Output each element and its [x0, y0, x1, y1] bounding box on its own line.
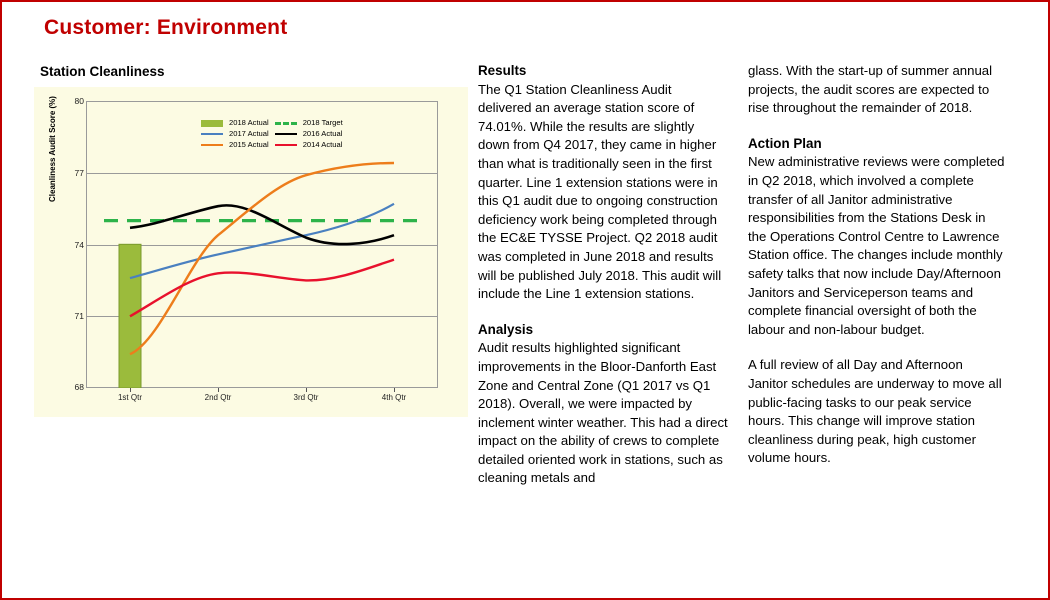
legend-label-2017-actual: 2017 Actual [229, 129, 269, 138]
action-plan-body: New administrative reviews were completed in Q2 2018, which involved a complete transfer of all Janitor administrative responsibilities from the Stations Desk in the Operations Control Centre to Lawrence Station office. The changes include monthly safety talks that now include Day/Afternoon Janitors and Serviceperson teams and complete financial oversight of both the labour and non-labour budget. [748, 154, 1005, 337]
line-2015-actual [130, 163, 394, 354]
legend-label-2015-actual: 2015 Actual [229, 140, 269, 149]
analysis-body: Audit results highlighted significant improvements in the Bloor-Danforth East Zone and Central Zone (Q1 2017 vs Q1 2018). Overall, we were impacted by inclement winter weather. This had a direct impact on the ability of crews to complete detailed oriented work in stations, such as cleaning metals and [478, 340, 728, 486]
legend-label-2014-actual: 2014 Actual [302, 140, 343, 149]
action-plan-heading: Action Plan [748, 135, 822, 151]
legend-swatch-2016-actual [272, 128, 300, 139]
x-tickmark [130, 388, 131, 392]
analysis-body-continued: glass. With the start-up of summer annual projects, the audit scores are expected to rise throughout the remainder of 2018. [748, 63, 993, 116]
legend-swatch-2014-actual [272, 139, 300, 150]
legend-swatch-2018-actual [198, 117, 226, 128]
text-column-right [748, 62, 1006, 468]
line-2016-actual [130, 205, 394, 244]
legend-swatch-2017-actual [198, 128, 226, 139]
text-column-left [478, 62, 728, 488]
results-body: The Q1 Station Cleanliness Audit delivered an average station score of 74.01%. While the results are slightly down from Q4 2017, they came in higher than what is traditionally seen in the first quarter. Line 1 extension stations were in this Q1 audit due to ongoing construction deficiency work being completed through the EC&E TYSSE Project. Q2 2018 audit was completed in June 2018 and results will be published July 2018. This audit will include the Line 1 extension stations. [478, 81, 722, 302]
page-title: Customer: Environment [44, 16, 288, 39]
y-tick-label: 74 [74, 239, 84, 250]
results-heading: Results [478, 63, 527, 78]
chart-plot-area [48, 96, 438, 402]
y-tick-label: 77 [74, 167, 84, 178]
y-axis-label: Cleanliness Audit Score (%) [48, 96, 57, 202]
x-tickmark [306, 388, 307, 392]
section-title: Station Cleanliness [40, 64, 165, 79]
x-tick-label: 2nd Qtr [204, 393, 232, 402]
analysis-heading: Analysis [478, 321, 534, 337]
chart-panel [34, 87, 468, 417]
x-tick-label: 4th Qtr [381, 393, 407, 402]
x-tickmark [218, 388, 219, 392]
x-tickmark [394, 388, 395, 392]
legend-label-2016-actual: 2016 Actual [302, 129, 343, 138]
y-tick-label: 68 [74, 382, 84, 392]
legend-swatch-2018-target [272, 117, 300, 128]
legend-swatch-2015-actual [198, 139, 226, 150]
x-tick-label: 1st Qtr [117, 393, 142, 402]
y-tick-label: 71 [74, 311, 84, 321]
y-tick-label: 80 [74, 96, 84, 106]
legend-label-2018-target: 2018 Target [302, 118, 343, 127]
action-plan-body-2: A full review of all Day and Afternoon Janitor schedules are underway to move all public-facing tasks to our peak service hours. This change will improve station cleanliness during peak, high customer volume hours. [748, 357, 1002, 466]
x-tick-label: 3rd Qtr [293, 393, 319, 402]
legend-label-2018-actual: 2018 Actual [229, 118, 269, 127]
chart-legend [198, 117, 370, 150]
